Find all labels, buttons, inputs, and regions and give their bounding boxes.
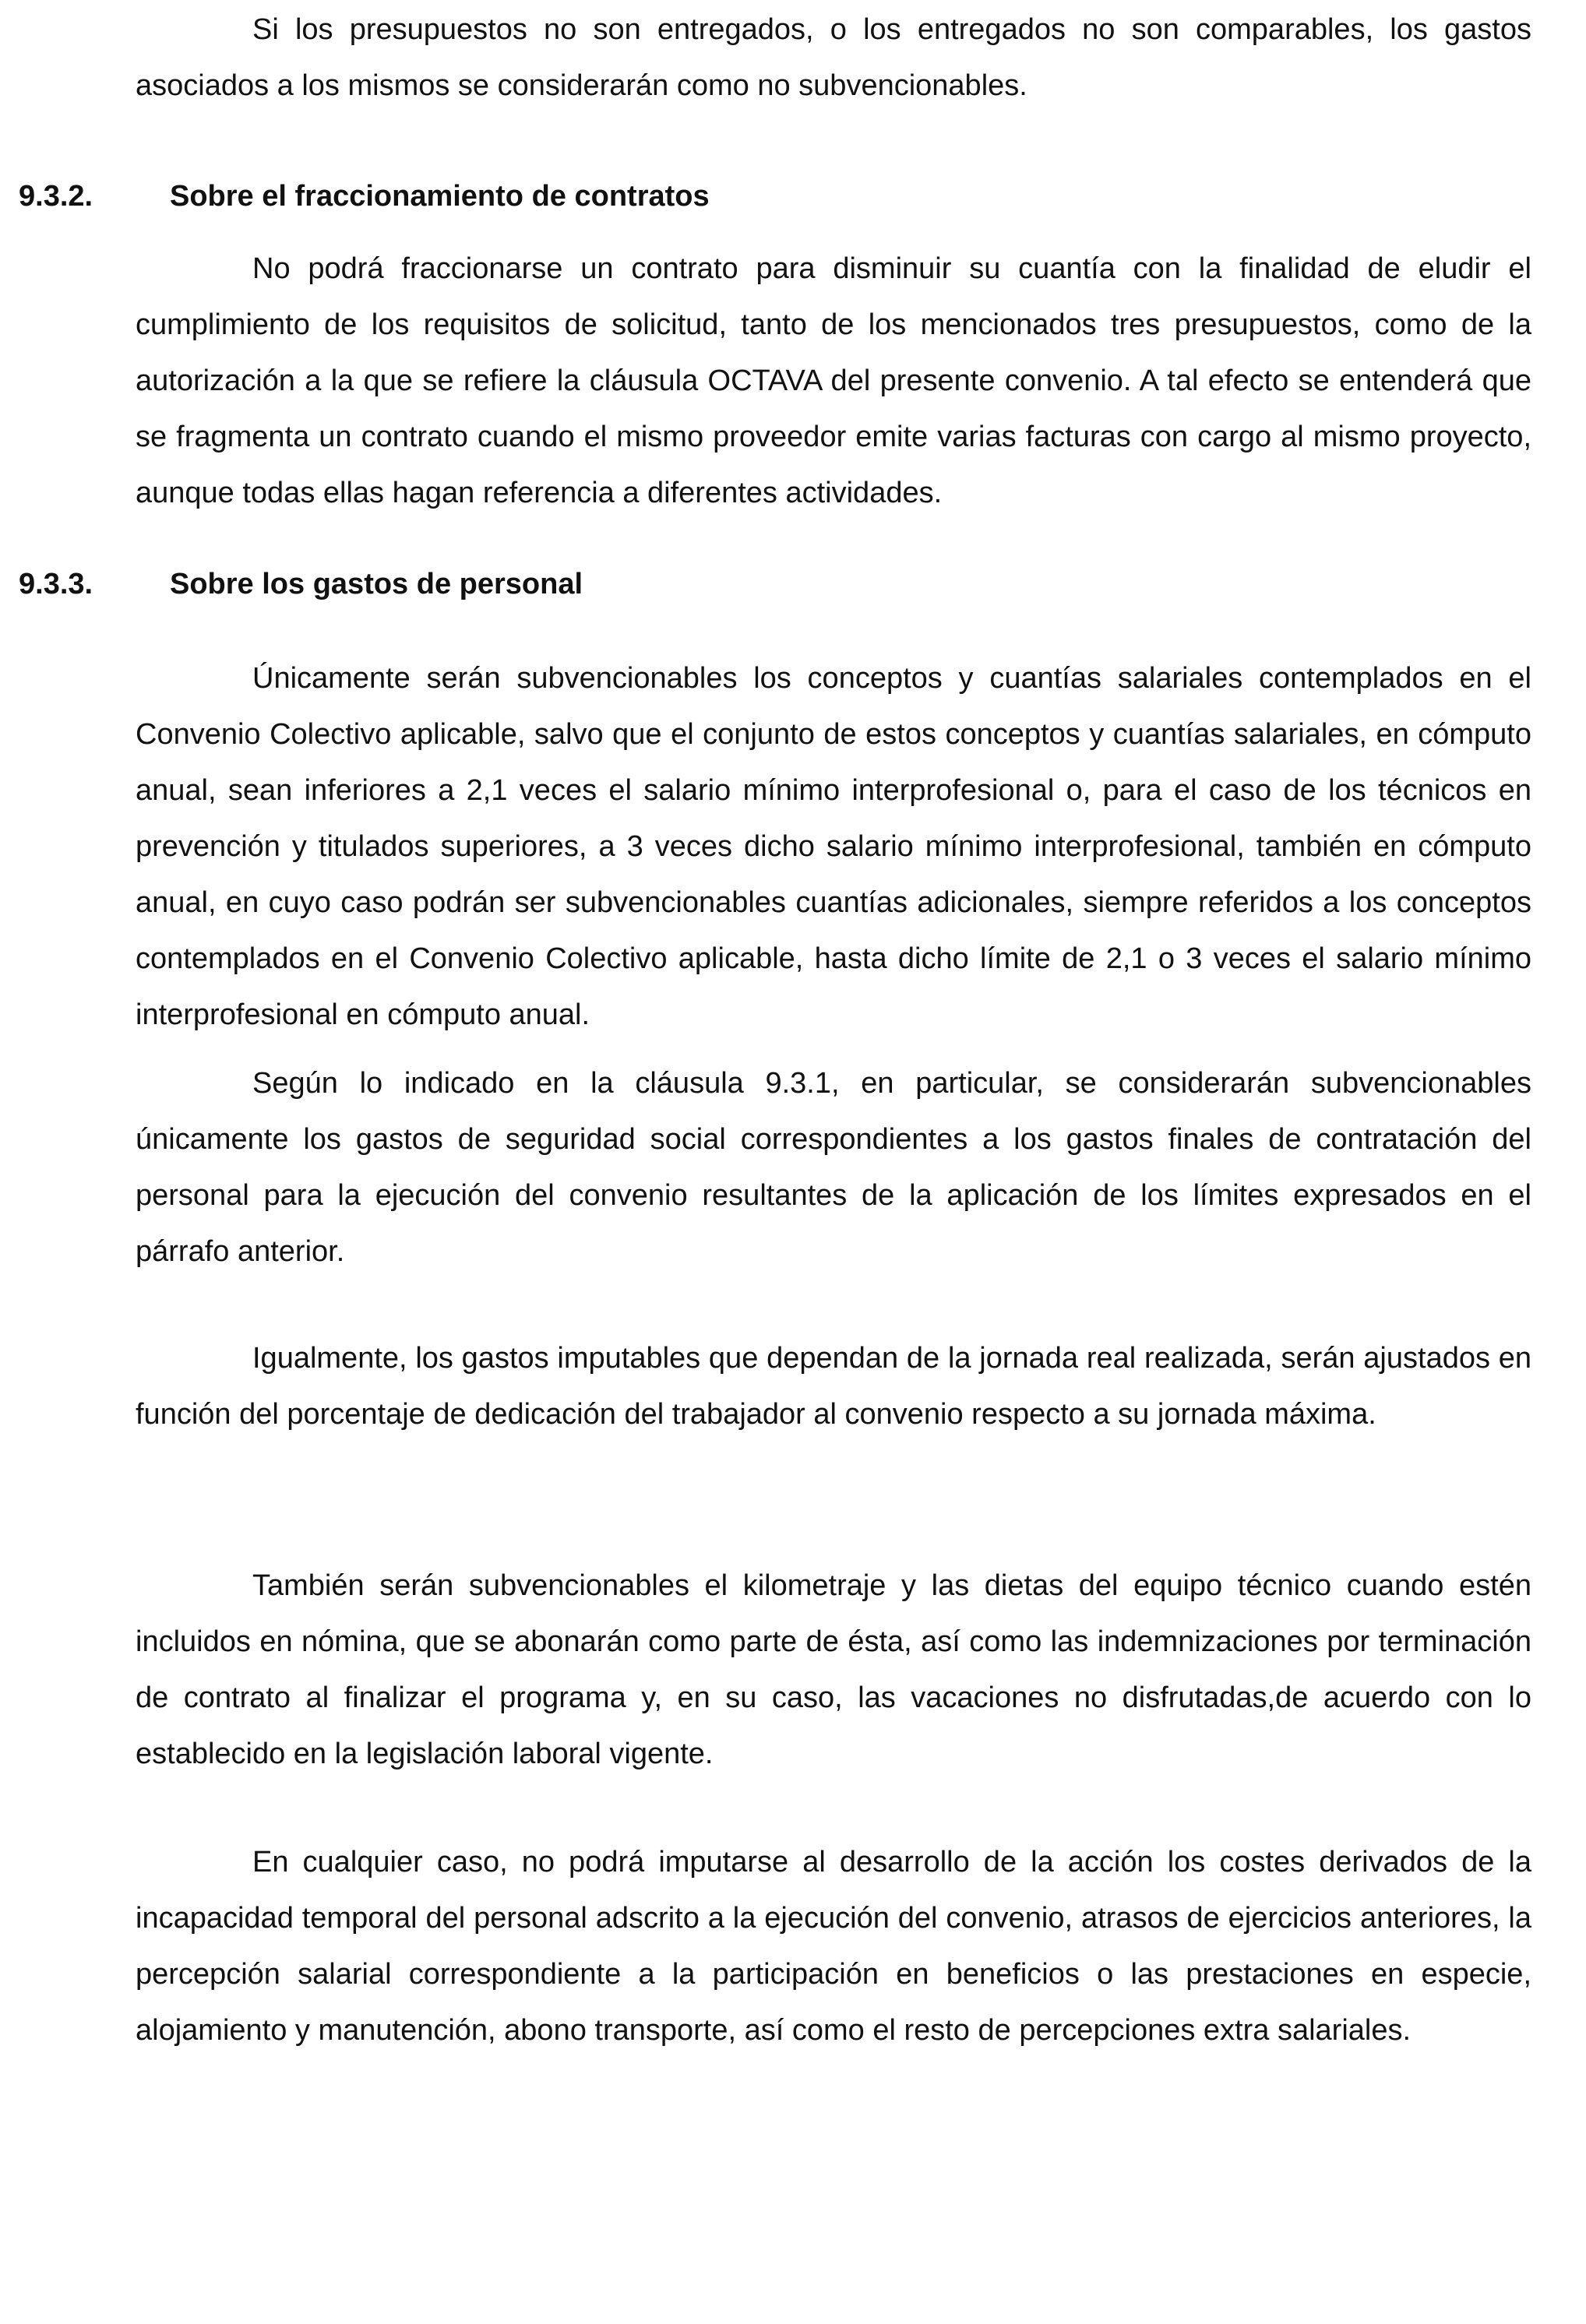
paragraph-seguridad-social: Según lo indicado en la cláusula 9.3.1, en particular, se considerarán subvencionables únicamente los gastos de seguridad social correspondientes a los gastos finales de contratación del personal para la ejecución del convenio resultantes de la aplicación de los límites expresados en el párrafo anterior. bbox=[136, 1067, 1531, 1268]
section-heading-9-3-2 bbox=[19, 168, 1499, 224]
paragraph-presupuestos-no-entregados: Si los presupuestos no son entregados, o los entregados no son comparables, los gastos asociados a los mismos se considerarán como no subvencionables. bbox=[136, 13, 1531, 102]
paragraph-jornada-real: Igualmente, los gastos imputables que dependan de la jornada real realizada, serán ajustados en función del porcentaje de dedicación del trabajador al convenio respecto a su jornada máxima. bbox=[136, 1342, 1531, 1431]
section-number: 9.3.2. bbox=[19, 180, 93, 213]
paragraph-costes-no-imputables: En cualquier caso, no podrá imputarse al desarrollo de la acción los costes derivados de la incapacidad temporal del personal adscrito a la ejecución del convenio, atrasos de ejercicios anteriores, la percepción salarial correspondiente a la participación en beneficios o las prestaciones en especie, alojamiento y manutención, abono transporte, así como el resto de percepciones extra salariales. bbox=[136, 1846, 1531, 2047]
section-number: 9.3.3. bbox=[19, 568, 93, 600]
section-title: Sobre los gastos de personal bbox=[170, 568, 583, 600]
section-title: Sobre el fraccionamiento de contratos bbox=[170, 180, 710, 213]
paragraph-conceptos-salariales: Únicamente serán subvencionables los conceptos y cuantías salariales contemplados en el Convenio Colectivo aplicable, salvo que el conjunto de estos conceptos y cuantías salariales, en cómputo anual, sean inferiores a 2,1 veces el salario mínimo interprofesional o, para el caso de los técnicos en prevención y titulados superiores, a 3 veces dicho salario mínimo interprofesional, también en cómputo anual, en cuyo caso podrán ser subvencionables cuantías adicionales, siempre referidos a los conceptos contemplados en el Convenio Colectivo aplicable, hasta dicho límite de 2,1 o 3 veces el salario mínimo interprofesional en cómputo anual. bbox=[136, 662, 1531, 1031]
section-heading-9-3-3 bbox=[19, 556, 1499, 612]
paragraph-kilometraje-dietas: También serán subvencionables el kilometraje y las dietas del equipo técnico cuando estén incluidos en nómina, que se abonarán como parte de ésta, así como las indemnizaciones por terminación de contrato al finalizar el programa y, en su caso, las vacaciones no disfrutadas,de acuerdo con lo establecido en la legislación laboral vigente. bbox=[136, 1569, 1531, 1770]
paragraph-fraccionamiento: No podrá fraccionarse un contrato para disminuir su cuantía con la finalidad de eludir el cumplimiento de los requisitos de solicitud, tanto de los mencionados tres presupuestos, como de la autorización a la que se refiere la cláusula OCTAVA del presente convenio. A tal efecto se entenderá que se fragmenta un contrato cuando el mismo proveedor emite varias facturas con cargo al mismo proyecto, aunque todas ellas hagan referencia a diferentes actividades. bbox=[136, 252, 1531, 509]
